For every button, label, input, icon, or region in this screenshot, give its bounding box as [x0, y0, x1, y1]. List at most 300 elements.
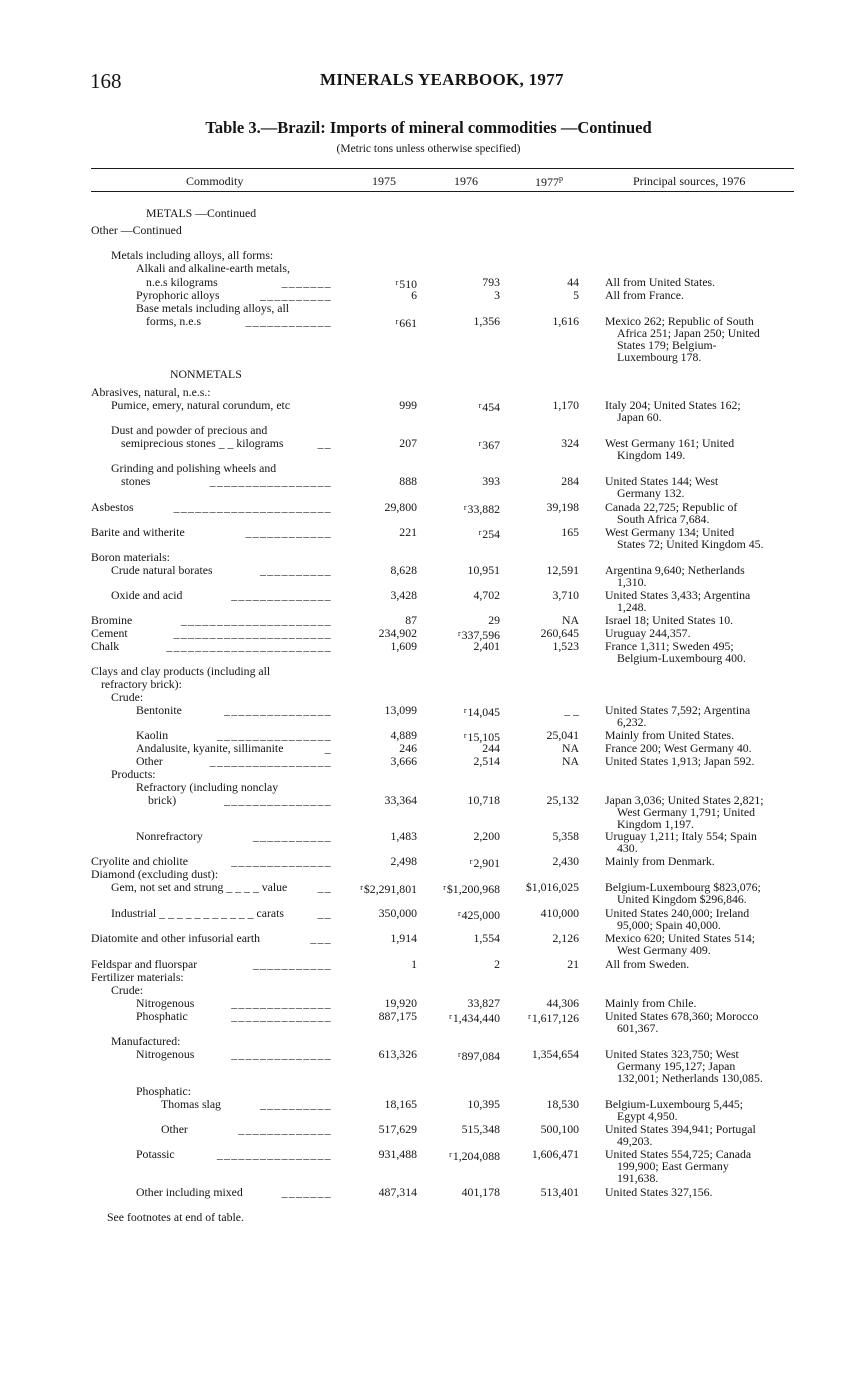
- value-1976: $^r$454: [478, 400, 500, 414]
- value-1976: $^r$337,596: [457, 628, 500, 642]
- revised-mark: r: [360, 883, 363, 892]
- leader-dots: __________: [260, 563, 332, 577]
- principal-sources: [605, 1186, 805, 1198]
- table-row: [0, 474, 857, 500]
- leader-dots: ______________: [231, 1009, 332, 1023]
- source-line: All from United States.: [605, 275, 716, 289]
- source-line: Japan 60.: [617, 410, 662, 424]
- table-row: [0, 563, 857, 589]
- principal-sources: [605, 729, 805, 741]
- commodity-label: Bromine: [91, 613, 133, 627]
- commodity-label: Fertilizer materials:: [91, 970, 184, 984]
- revised-mark: r: [443, 883, 446, 892]
- commodity-label: Cement: [91, 626, 128, 640]
- source-line: 199,900; East Germany: [617, 1159, 729, 1173]
- leader-dots: __________: [260, 288, 332, 302]
- value-1976: $^r$1,204,088: [449, 1149, 500, 1163]
- column-header-1977: [535, 174, 563, 190]
- table-row: [0, 436, 857, 462]
- commodity-label: Phosphatic: [136, 1009, 188, 1023]
- value-1976: 10,395: [467, 1097, 500, 1111]
- value-1976: 244: [482, 741, 500, 755]
- source-line: Mainly from United States.: [605, 728, 735, 742]
- source-line: Japan 3,036; United States 2,821;: [605, 793, 764, 807]
- table-row: [0, 276, 857, 289]
- commodity-label: Dust and powder of precious and: [111, 423, 268, 437]
- value-1977: NA: [561, 754, 579, 768]
- table-row: [0, 207, 857, 220]
- principal-sources: [605, 755, 805, 767]
- leader-dots: _______________: [224, 703, 332, 717]
- table-row: [0, 639, 857, 665]
- leader-dots: ______________: [231, 996, 332, 1010]
- source-line: Uruguay 244,357.: [605, 626, 691, 640]
- principal-sources: [605, 907, 805, 931]
- column-header-1975: 1975: [372, 174, 396, 188]
- source-line: United States 554,725; Canada: [605, 1147, 752, 1161]
- source-line: United Kingdom $296,846.: [617, 892, 747, 906]
- leader-dots: ______________________: [173, 500, 332, 514]
- commodity-label: Base metals including alloys, all: [136, 301, 290, 315]
- commodity-label: Crude:: [111, 690, 144, 704]
- value-1976: 4,702: [473, 588, 500, 602]
- revised-mark: r: [478, 401, 482, 410]
- value-1976: 10,951: [467, 563, 500, 577]
- value-1977: $^r$1,617,126: [528, 1011, 579, 1025]
- value-1976: 2,401: [473, 639, 500, 653]
- value-1975: 87: [405, 613, 417, 627]
- value-1976: $^r$425,000: [457, 908, 500, 922]
- table-row: [0, 1186, 857, 1199]
- source-line: All from France.: [605, 288, 684, 302]
- leader-dots: _____________: [238, 1122, 332, 1136]
- principal-sources: [605, 855, 805, 867]
- source-line: United States 1,913; Japan 592.: [605, 754, 755, 768]
- leader-dots: ________________: [216, 728, 332, 742]
- source-line: West Germany 409.: [617, 943, 711, 957]
- source-line: 132,001; Netherlands 130,085.: [617, 1071, 763, 1085]
- revised-mark: r: [457, 629, 461, 638]
- value-1976: $^r$33,882: [463, 502, 500, 516]
- value-1976: 10,718: [467, 793, 500, 807]
- column-header-1977-year: 1977: [535, 175, 559, 189]
- revised-mark: r: [395, 317, 399, 326]
- value-1977: 2,430: [552, 854, 579, 868]
- table-subtitle: (Metric tons unless otherwise specified): [336, 143, 521, 155]
- table-row: [0, 525, 857, 551]
- leader-dots: __: [317, 880, 332, 894]
- value-1976: $^r$897,084: [457, 1049, 500, 1063]
- value-1976: $^r$367: [478, 438, 500, 452]
- commodity-label: Other —Continued: [91, 223, 182, 237]
- source-line: 601,367.: [617, 1021, 659, 1035]
- table-row: [0, 984, 857, 997]
- commodity-label: Refractory (including nonclay: [136, 780, 279, 794]
- source-line: States 179; Belgium-: [617, 338, 717, 352]
- value-1977: 165: [561, 525, 579, 539]
- source-line: United States 678,360; Morocco: [605, 1009, 759, 1023]
- principal-sources: [605, 437, 805, 461]
- value-1975: 613,326: [378, 1047, 417, 1061]
- principal-sources: [605, 564, 805, 588]
- value-1975: 2,498: [390, 854, 417, 868]
- leader-dots: _________________: [209, 754, 332, 768]
- revised-mark: r: [528, 1012, 531, 1021]
- source-line: Mainly from Denmark.: [605, 854, 715, 868]
- value-1977: 1,523: [552, 639, 579, 653]
- principal-sources: [605, 1010, 805, 1034]
- source-line: Belgium-Luxembourg 5,445;: [605, 1097, 744, 1111]
- leader-dots: ____________: [245, 525, 332, 539]
- value-1976: $^r$\$1,200,968: [443, 882, 500, 896]
- source-line: 95,000; Spain 40,000.: [617, 918, 721, 932]
- principal-sources: [605, 704, 805, 728]
- value-1976: 1,554: [473, 931, 500, 945]
- source-line: France 200; West Germany 40.: [605, 741, 752, 755]
- source-line: 1,248.: [617, 600, 647, 614]
- value-1975: $^r$\$2,291,801: [360, 882, 417, 896]
- principal-sources: [605, 1048, 805, 1084]
- table-row: [0, 289, 857, 302]
- table-row: [0, 931, 857, 957]
- principal-sources: [605, 1148, 805, 1184]
- source-line: Africa 251; Japan 250; United: [617, 326, 760, 340]
- value-1975: 6: [411, 288, 417, 302]
- leader-dots: _______________: [224, 793, 332, 807]
- commodity-label: Asbestos: [91, 500, 134, 514]
- value-1977: 513,401: [540, 1185, 579, 1199]
- leader-dots: ___: [310, 931, 332, 945]
- leader-dots: ____________: [245, 314, 332, 328]
- source-line: United States 327,156.: [605, 1185, 713, 1199]
- value-1975: 221: [399, 525, 417, 539]
- table-row: [0, 368, 857, 381]
- commodity-label: Nonrefractory: [136, 829, 203, 843]
- commodity-label: Thomas slag: [161, 1097, 221, 1111]
- commodity-label: Barite and witherite: [91, 525, 185, 539]
- value-1975: 517,629: [378, 1122, 417, 1136]
- value-1975: 887,175: [378, 1009, 417, 1023]
- value-1977: 25,041: [546, 728, 579, 742]
- leader-dots: ______________: [231, 1047, 332, 1061]
- principal-sources: [605, 830, 805, 854]
- value-1977: NA: [561, 613, 579, 627]
- source-line: Israel 18; United States 10.: [605, 613, 734, 627]
- value-1975: 487,314: [378, 1185, 417, 1199]
- table-row: [0, 768, 857, 781]
- commodity-label: stones: [121, 474, 151, 488]
- commodity-label: NONMETALS: [170, 367, 242, 381]
- source-line: 191,638.: [617, 1171, 659, 1185]
- value-1975: 350,000: [378, 906, 417, 920]
- value-1977: 25,132: [546, 793, 579, 807]
- value-1975: 3,666: [390, 754, 417, 768]
- value-1977: 18,530: [546, 1097, 579, 1111]
- value-1976: 3: [494, 288, 500, 302]
- value-1975: $^r$510: [395, 277, 417, 291]
- value-1976: 401,178: [461, 1185, 500, 1199]
- source-line: United States 7,592; Argentina: [605, 703, 751, 717]
- table-row: [0, 1122, 857, 1148]
- commodity-label: Bentonite: [136, 703, 182, 717]
- value-1975: 888: [399, 474, 417, 488]
- value-1977: 2,126: [552, 931, 579, 945]
- leader-dots: __: [317, 436, 332, 450]
- value-1975: 8,628: [390, 563, 417, 577]
- principal-sources: [605, 1098, 805, 1122]
- principal-sources: [605, 958, 805, 970]
- principal-sources: [605, 276, 805, 288]
- value-1976: $^r$1,434,440: [449, 1011, 500, 1025]
- commodity-label: Cryolite and chiolite: [91, 854, 188, 868]
- source-line: Belgium-Luxembourg 400.: [617, 651, 746, 665]
- commodity-label: Metals including alloys, all forms:: [111, 248, 274, 262]
- revised-mark: r: [463, 731, 467, 740]
- commodity-label: Other: [136, 754, 163, 768]
- value-1976: $^r$2,901: [469, 856, 500, 870]
- source-line: Egypt 4,950.: [617, 1109, 678, 1123]
- value-1976: 2,200: [473, 829, 500, 843]
- value-1975: 234,902: [378, 626, 417, 640]
- source-line: Mainly from Chile.: [605, 996, 697, 1010]
- table-row: [0, 880, 857, 906]
- revised-mark: r: [449, 1012, 452, 1021]
- commodity-label: Other including mixed: [136, 1185, 243, 1199]
- source-line: West Germany 161; United: [605, 436, 735, 450]
- value-1976: 1,356: [473, 314, 500, 328]
- principal-sources: [605, 640, 805, 664]
- source-line: West Germany 134; United: [605, 525, 735, 539]
- table-row: [0, 262, 857, 275]
- value-1976: 33,827: [467, 996, 500, 1010]
- source-line: Germany 195,127; Japan: [617, 1059, 736, 1073]
- commodity-label: Kaolin: [136, 728, 169, 742]
- principal-sources: [605, 932, 805, 956]
- commodity-label: Alkali and alkaline-earth metals,: [136, 261, 290, 275]
- source-line: Italy 204; United States 162;: [605, 398, 741, 412]
- commodity-label: Potassic: [136, 1147, 175, 1161]
- value-1977: 1,354,654: [531, 1047, 579, 1061]
- principal-sources: [605, 399, 805, 423]
- column-header-1977-mark: p: [559, 174, 563, 183]
- commodity-label: Pumice, emery, natural corundum, etc: [111, 398, 291, 412]
- value-1975: 931,488: [378, 1147, 417, 1161]
- source-line: Kingdom 1,197.: [617, 817, 695, 831]
- value-1976: 793: [482, 275, 500, 289]
- source-line: All from Sweden.: [605, 957, 690, 971]
- principal-sources: [605, 614, 805, 626]
- running-title: MINERALS YEARBOOK, 1977: [320, 70, 564, 89]
- source-line: France 1,311; Sweden 495;: [605, 639, 734, 653]
- commodity-label: Diatomite and other infusorial earth: [91, 931, 261, 945]
- table-row: [0, 588, 857, 614]
- leader-dots: _______: [281, 1185, 332, 1199]
- commodity-label: forms, n.e.s: [146, 314, 202, 328]
- source-line: Germany 132.: [617, 486, 685, 500]
- principal-sources: [605, 627, 805, 639]
- leader-dots: _________________: [209, 474, 332, 488]
- column-header-1976: 1976: [454, 174, 478, 188]
- revised-mark: r: [478, 439, 482, 448]
- value-1975: 1,914: [390, 931, 417, 945]
- source-line: States 72; United Kingdom 45.: [617, 537, 764, 551]
- source-line: Argentina 9,640; Netherlands: [605, 563, 745, 577]
- value-1977: 21: [567, 957, 579, 971]
- value-1977: 284: [561, 474, 579, 488]
- principal-sources: [605, 501, 805, 525]
- leader-dots: ______________: [231, 588, 332, 602]
- value-1975: 207: [399, 436, 417, 450]
- source-line: Mexico 262; Republic of South: [605, 314, 754, 328]
- commodity-label: Other: [161, 1122, 188, 1136]
- value-1975: 4,889: [390, 728, 417, 742]
- commodity-label: brick): [148, 793, 177, 807]
- value-1977: 1,616: [552, 314, 579, 328]
- commodity-label: Diamond (excluding dust):: [91, 867, 219, 881]
- revised-mark: r: [457, 909, 461, 918]
- table-row: [0, 614, 857, 627]
- source-line: 49,203.: [617, 1134, 653, 1148]
- table-row: [0, 249, 857, 262]
- principal-sources: [605, 742, 805, 754]
- commodity-label: Oxide and acid: [111, 588, 183, 602]
- footnote: See footnotes at end of table.: [107, 1210, 244, 1224]
- value-1977: 39,198: [546, 500, 579, 514]
- value-1975: 1: [411, 957, 417, 971]
- commodity-label: semiprecious stones _ _ kilograms: [121, 436, 284, 450]
- source-line: United States 323,750; West: [605, 1047, 739, 1061]
- leader-dots: ______________________: [173, 626, 332, 640]
- table-row: [0, 1097, 857, 1123]
- page-number: 168: [90, 69, 122, 93]
- source-line: Belgium-Luxembourg $823,076;: [605, 880, 761, 894]
- value-1977: 44,306: [546, 996, 579, 1010]
- table-row: [0, 703, 857, 729]
- principal-sources: [605, 589, 805, 613]
- revised-mark: r: [478, 528, 482, 537]
- commodity-label: Crude:: [111, 983, 144, 997]
- table-row: [0, 398, 857, 424]
- leader-dots: _______: [281, 275, 332, 289]
- value-1976: 2,514: [473, 754, 500, 768]
- value-1977: 5: [573, 288, 579, 302]
- value-1975: 999: [399, 398, 417, 412]
- leader-dots: _: [324, 741, 332, 755]
- source-line: United States 144; West: [605, 474, 719, 488]
- table-row: [0, 500, 857, 526]
- principal-sources: [605, 881, 805, 905]
- source-line: 1,310.: [617, 575, 647, 589]
- revised-mark: r: [395, 278, 399, 287]
- value-1977: 5,358: [552, 829, 579, 843]
- value-1975: 13,099: [384, 703, 417, 717]
- value-1977: 410,000: [540, 906, 579, 920]
- value-1975: 246: [399, 741, 417, 755]
- value-1977: 3,710: [552, 588, 579, 602]
- commodity-label: Grinding and polishing wheels and: [111, 461, 277, 475]
- source-line: Uruguay 1,211; Italy 554; Spain: [605, 829, 757, 843]
- revised-mark: r: [463, 503, 467, 512]
- commodity-label: Nitrogenous: [136, 1047, 195, 1061]
- source-line: 430.: [617, 841, 638, 855]
- value-1977: 44: [567, 275, 579, 289]
- commodity-label: n.e.s kilograms: [146, 275, 218, 289]
- commodity-label: Feldspar and fluorspar: [91, 957, 198, 971]
- value-1975: 29,800: [384, 500, 417, 514]
- table-row: [0, 906, 857, 932]
- value-1976: 515,348: [461, 1122, 500, 1136]
- commodity-label: Phosphatic:: [136, 1084, 192, 1098]
- principal-sources: [605, 997, 805, 1009]
- value-1976: $^r$14,045: [463, 705, 500, 719]
- principal-sources: [605, 794, 805, 830]
- revised-mark: r: [463, 706, 467, 715]
- commodity-label: Chalk: [91, 639, 120, 653]
- value-1975: 3,428: [390, 588, 417, 602]
- value-1977: 260,645: [540, 626, 579, 640]
- value-1977: $1,016,025: [525, 880, 579, 894]
- source-line: United States 240,000; Ireland: [605, 906, 750, 920]
- value-1977: NA: [561, 741, 579, 755]
- source-line: Mexico 620; United States 514;: [605, 931, 756, 945]
- source-line: South Africa 7,684.: [617, 512, 710, 526]
- source-line: Canada 22,725; Republic of: [605, 500, 738, 514]
- table-row: [0, 1047, 857, 1085]
- value-1976: 29: [488, 613, 500, 627]
- source-line: 6,232.: [617, 715, 647, 729]
- value-1977: 1,170: [552, 398, 579, 412]
- value-1975: 19,920: [384, 996, 417, 1010]
- value-1975: 18,165: [384, 1097, 417, 1111]
- table-row: [0, 1009, 857, 1035]
- principal-sources: [605, 289, 805, 301]
- commodity-label: Clays and clay products (including all: [91, 664, 271, 678]
- leader-dots: _____________________: [180, 613, 332, 627]
- commodity-label: Industrial _ _ _ _ _ _ _ _ _ _ _ carats: [111, 906, 284, 920]
- table-top-rule: [91, 168, 794, 169]
- table-title: Table 3.—Brazil: Imports of mineral commodities —Continued: [205, 118, 652, 137]
- principal-sources: [605, 475, 805, 499]
- value-1975: 33,364: [384, 793, 417, 807]
- column-header-commodity: Commodity: [186, 174, 244, 188]
- table-row: [0, 224, 857, 237]
- revised-mark: r: [449, 1150, 452, 1159]
- commodity-label: Manufactured:: [111, 1034, 181, 1048]
- revised-mark: r: [457, 1050, 461, 1059]
- commodity-label: Products:: [111, 767, 156, 781]
- value-1977: 324: [561, 436, 579, 450]
- source-line: West Germany 1,791; United: [617, 805, 755, 819]
- source-line: Kingdom 149.: [617, 448, 686, 462]
- value-1976: 2: [494, 957, 500, 971]
- commodity-label: Andalusite, kyanite, sillimanite: [136, 741, 284, 755]
- leader-dots: ___________: [252, 957, 332, 971]
- source-line: United States 394,941; Portugal: [605, 1122, 756, 1136]
- value-1976: $^r$254: [478, 527, 500, 541]
- table-row: [0, 829, 857, 855]
- commodity-label: Nitrogenous: [136, 996, 195, 1010]
- value-1975: $^r$661: [395, 316, 417, 330]
- commodity-label: Gem, not set and strung _ _ _ _ value: [111, 880, 288, 894]
- revised-mark: r: [469, 857, 473, 866]
- table-header-rule: [91, 191, 794, 192]
- commodity-label: Abrasives, natural, n.e.s.:: [91, 385, 211, 399]
- value-1976: 393: [482, 474, 500, 488]
- commodity-label: Crude natural borates: [111, 563, 213, 577]
- table-row: [0, 314, 857, 364]
- column-header-sources: Principal sources, 1976: [633, 174, 746, 188]
- source-line: Luxembourg 178.: [617, 350, 702, 364]
